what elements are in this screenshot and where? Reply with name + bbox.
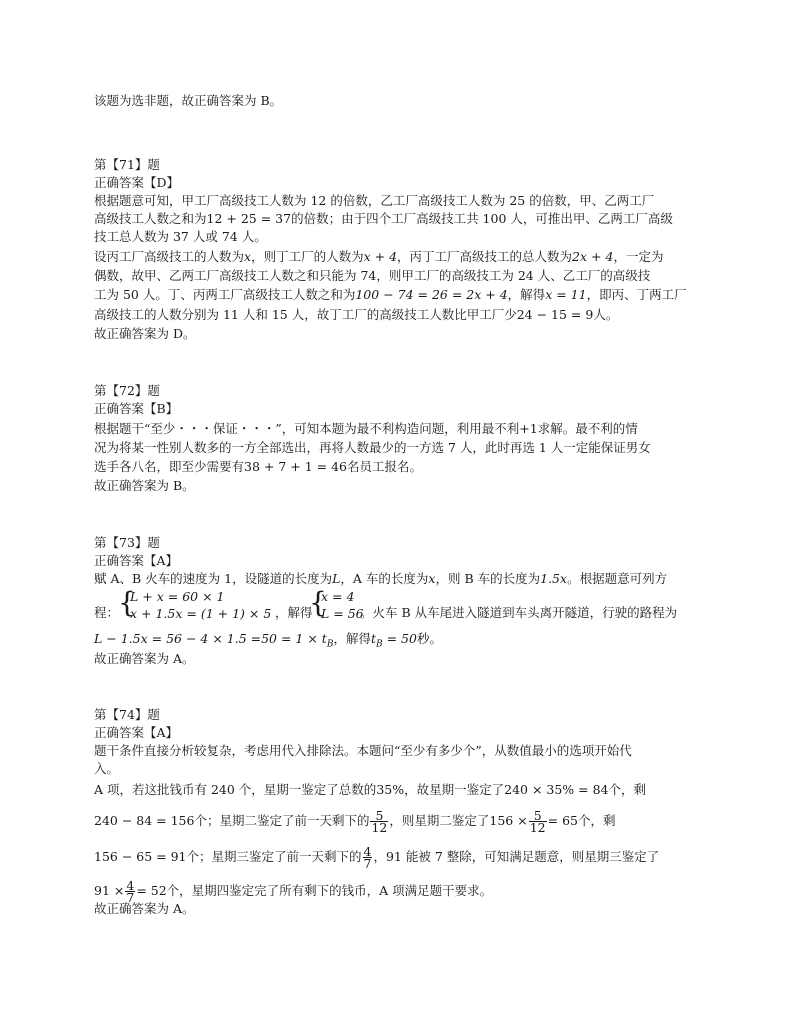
- q73-answer: 正确答案【A】: [94, 553, 179, 568]
- q73-solution-system: [309, 586, 364, 624]
- q71-answer: 正确答案【D】: [94, 175, 180, 190]
- q71-line-2: 高级技工人数之和为12 + 25 = 37的倍数；由于四个工厂高级技工共 100 人，可推出甲、乙两工厂高级: [94, 211, 673, 226]
- fraction-5-12: $\frac{5}{12}$: [371, 808, 388, 835]
- q74-line-5: 156 − 65 = 91个；星期三鉴定了前一天剩下的 $\frac{4}{7}$ ，91 能被 7 整除，可知满足题意，则星期三鉴定了: [94, 844, 660, 871]
- q74-line-6: 91 × $\frac{4}{7}$ = 52个，星期四鉴定完了所有剩下的钱币，A 项满足题干要求。: [94, 878, 493, 905]
- q73-line-3: $L - 1.5x = 56 - 4 \times 1.5 =50 = 1 \times t_B$，解得$t_B = 50$秒。: [94, 631, 442, 650]
- intro-line: 该题为选非题，故正确答案为 B。: [94, 93, 283, 108]
- q71-line-3: 技工总人数为 37 人或 74 人。: [94, 229, 267, 244]
- q71-line-4: 设丙工厂高级技工的人数为x，则丁工厂的人数为x + 4，丙丁工厂高级技工的总人数为2x + 4，一定为: [94, 249, 664, 264]
- q71-conclusion: 故正确答案为 D。: [94, 326, 196, 341]
- q71-line-7: 高级技工的人数分别为 11 人和 15 人，故丁工厂的高级技工人数比甲工厂少24 − 15 = 9人。: [94, 307, 619, 322]
- fraction-4-7: $\frac{4}{7}$: [363, 844, 372, 871]
- q72-title: 第【72】题: [94, 383, 160, 398]
- q71-line-1: 根据题意可知，甲工厂高级技工人数为 12 的倍数，乙工厂高级技工人数为 25 的倍数，甲、乙两工厂: [94, 193, 655, 208]
- q73-conclusion: 故正确答案为 A。: [94, 651, 195, 666]
- q73-line-2-prefix: 程：: [94, 605, 120, 620]
- q72-line-2: 况为将某一性别人数多的一方全部选出，再将人数最少的一方选 7 人，此时再选 1 人一定能保证男女: [94, 440, 651, 455]
- q72-line-3: 选手各八名，即至少需要有38 + 7 + 1 = 46名员工报名。: [94, 459, 423, 474]
- q73-equation-system: [118, 588, 278, 624]
- q71-title: 第【71】题: [94, 157, 160, 172]
- solution-2: L = 56: [321, 606, 364, 621]
- equation-2: x + 1.5x = (1 + 1) × 5: [130, 606, 272, 621]
- fraction-4-7-b: $\frac{4}{7}$: [126, 878, 135, 905]
- q74-title: 第【74】题: [94, 707, 160, 722]
- q73-line-2-rest: 。火车 B 从车尾进入隧道到车头离开隧道，行驶的路程为: [360, 605, 678, 620]
- equation-1: L + x = 60 × 1: [130, 589, 225, 604]
- q73-line-1: 赋 A、B 火车的速度为 1，设隧道的长度为L，A 车的长度为x，则 B 车的长度为1.5x。根据题意可列方: [94, 571, 668, 586]
- q72-conclusion: 故正确答案为 B。: [94, 478, 195, 493]
- q72-answer: 正确答案【B】: [94, 401, 179, 416]
- q71-line-5: 偶数，故甲、乙两工厂高级技工人数之和只能为 74，则甲工厂的高级技工为 24 人、乙工厂的高级技: [94, 268, 651, 283]
- left-brace: {: [118, 586, 136, 619]
- q74-line-1: 题干条件直接分析较复杂，考虑用代入排除法。本题问“至少有多少个”，从数值最小的选项开始代: [94, 743, 632, 758]
- q72-line-1: 根据题干“至少・・・保证・・・”，可知本题为最不利构造问题，利用最不利+1求解。最不利的情: [94, 421, 638, 436]
- q71-line-6: 工为 50 人。丁、丙两工厂高级技工人数之和为100 − 74 = 26 = 2x + 4，解得x = 11，即丙、丁两工厂: [94, 287, 687, 302]
- q74-answer: 正确答案【A】: [94, 725, 179, 740]
- left-brace: {: [309, 586, 327, 619]
- q74-conclusion: 故正确答案为 A。: [94, 901, 195, 916]
- solution-1: x = 4: [321, 589, 355, 604]
- q74-line-4: 240 − 84 = 156个；星期二鉴定了前一天剩下的 $\frac{5}{12}$ ，则星期二鉴定了156 × $\frac{5}{12}$ = 65个，剩: [94, 808, 616, 835]
- q74-line-3: A 项，若这批钱币有 240 个，星期一鉴定了总数的35%，故星期一鉴定了240 × 35% = 84个，剩: [94, 782, 647, 797]
- q74-line-2: 入。: [94, 761, 120, 776]
- fraction-5-12-b: $\frac{5}{12}$: [529, 808, 546, 835]
- q73-solve-label: ，解得: [275, 605, 313, 620]
- q73-title: 第【73】题: [94, 535, 160, 550]
